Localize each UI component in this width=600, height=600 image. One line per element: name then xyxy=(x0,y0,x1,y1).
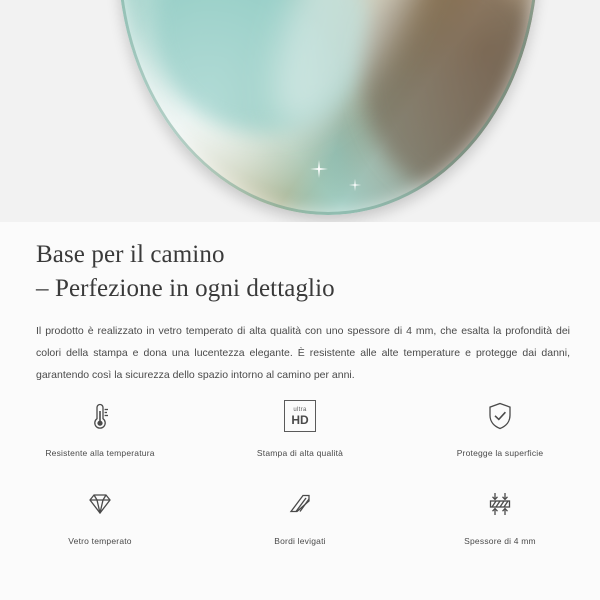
feature-item-surface-protection xyxy=(400,392,600,458)
polished-edges-icon xyxy=(272,480,328,528)
shield-check-icon xyxy=(472,392,528,440)
feature-item-polished-edges xyxy=(200,480,400,546)
feature-item-thickness xyxy=(400,480,600,546)
headline-line-2: – Perfezione in ogni dettaglio xyxy=(36,274,335,302)
feature-label: Protegge la superficie xyxy=(456,448,544,458)
glass-plate-image xyxy=(118,0,538,215)
feature-label: Bordi levigati xyxy=(274,536,326,546)
headline-line-1: Base per il camino xyxy=(36,241,225,268)
feature-label: Stampa di alta qualità xyxy=(256,448,344,458)
feature-label: Spessore di 4 mm xyxy=(464,536,536,546)
feature-item-print-quality xyxy=(200,392,400,458)
page-title xyxy=(0,222,600,306)
thickness-arrows-icon xyxy=(472,480,528,528)
description-content xyxy=(0,222,600,386)
feature-label: Resistente alla temperatura xyxy=(45,448,155,458)
feature-grid xyxy=(0,392,600,546)
feature-item-temperature xyxy=(0,392,200,458)
ultra-hd-top-text: ultra xyxy=(293,406,307,413)
feature-label: Vetro temperato xyxy=(68,536,132,546)
diamond-icon xyxy=(72,480,128,528)
hero-image xyxy=(0,0,600,222)
sparkle-icon xyxy=(318,160,320,178)
sparkle-icon xyxy=(354,179,355,192)
ultra-hd-icon xyxy=(272,392,328,440)
ultra-hd-bottom-text: HD xyxy=(291,412,309,427)
feature-item-tempered-glass xyxy=(0,480,200,546)
description-paragraph: Il prodotto è realizzato in vetro temperato di alta qualità con uno spessore di 4 mm, che esalta la profondità dei colori della stampa e dona una lucentezza elegante. È resistente alle alte temperature e protegge dai danni, garantendo così la sicurezza dello spazio intorno al camino per anni. xyxy=(36,324,570,381)
thermometer-icon xyxy=(72,392,128,440)
